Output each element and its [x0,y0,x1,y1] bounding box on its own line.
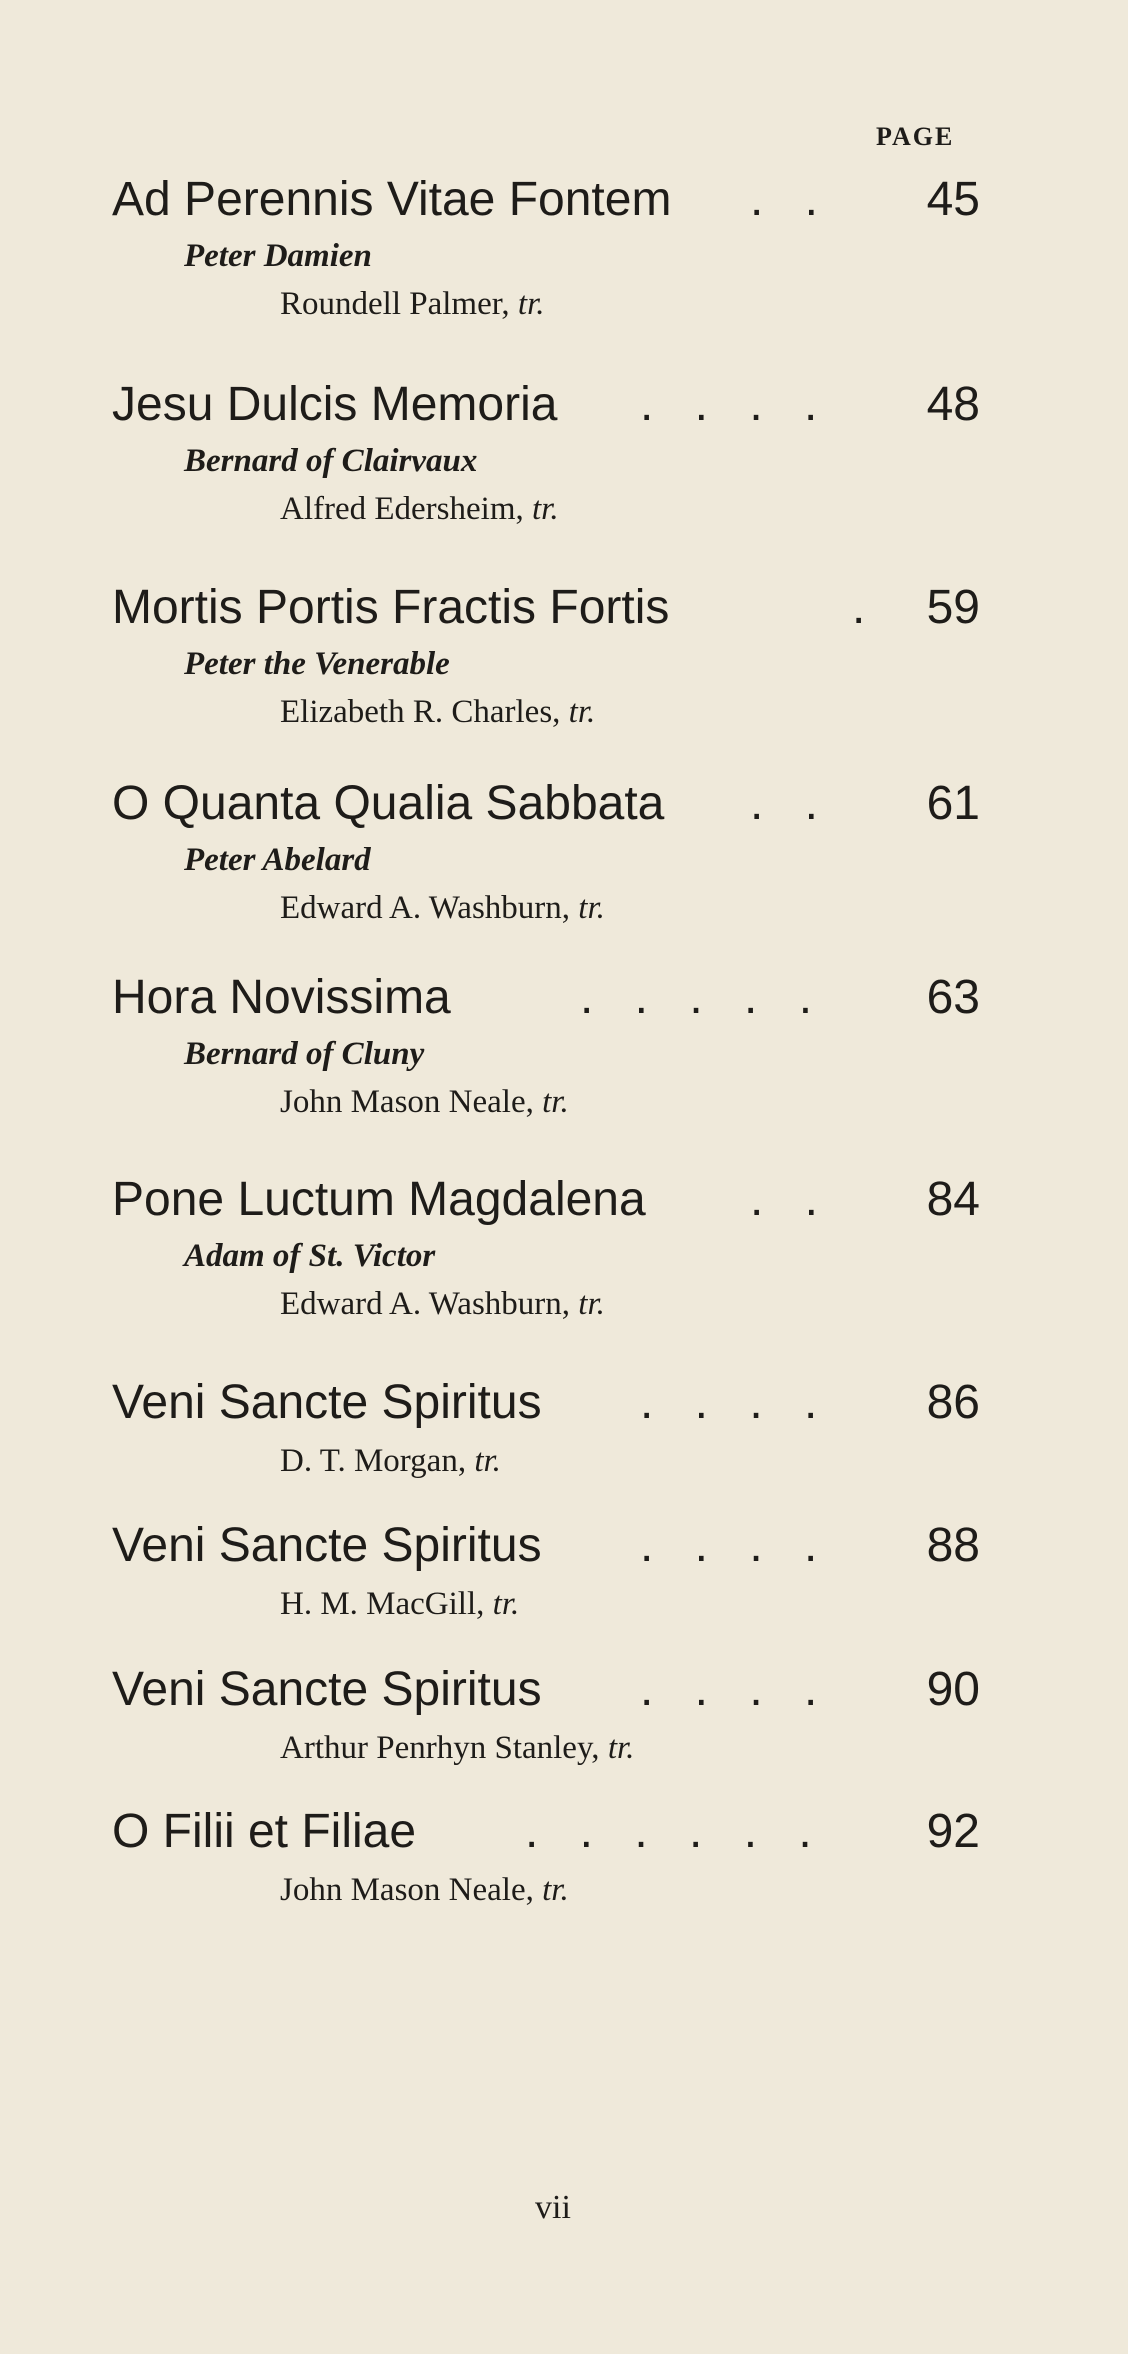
hymn-title: O Filii et Filiae [112,1805,417,1858]
dot-leader: . . . . [640,1519,832,1572]
hymn-translator [280,1286,605,1323]
translator-name: Edward A. Washburn, [280,890,571,926]
translator-name: John Mason Neale, [280,1084,534,1120]
hymn-translator [280,491,559,528]
translator-abbrev: tr. [517,286,545,322]
page-number: 59 [926,581,980,634]
dot-leader: . . [750,1173,833,1226]
hymn-translator [280,1730,634,1767]
translator-name: Alfred Edersheim, [280,491,524,527]
translator-name: Arthur Penrhyn Stanley, [280,1730,600,1766]
page-number: 84 [926,1173,980,1226]
translator-name: Roundell Palmer, [280,286,510,322]
hymn-translator [280,890,605,927]
dot-leader: . [852,581,880,634]
translator-abbrev: tr. [542,1872,569,1908]
translator-name: D. T. Morgan, [280,1443,467,1479]
hymn-author: Peter Damien [184,238,372,274]
hymn-title: Jesu Dulcis Memoria [112,378,558,431]
hymn-author: Bernard of Cluny [184,1036,425,1072]
dot-leader: . . . . . [580,971,827,1024]
dot-leader: . . . . [640,1376,832,1429]
translator-name: H. M. MacGill, [280,1586,485,1622]
translator-abbrev: tr. [578,890,605,926]
translator-abbrev: tr. [492,1586,520,1622]
page-number: 63 [926,971,980,1024]
hymn-title: Ad Perennis Vitae Fontem [112,173,672,226]
page-number: 86 [926,1376,980,1429]
dot-leader: . . . . [640,1663,832,1716]
page-folio: vii [535,2189,571,2226]
hymn-author: Peter Abelard [184,842,371,878]
hymn-title: Veni Sancte Spiritus [112,1519,542,1572]
hymn-translator [280,1084,569,1121]
translator-name: John Mason Neale, [280,1872,534,1908]
hymn-translator [280,286,545,323]
hymn-title: O Quanta Qualia Sabbata [112,777,665,830]
hymn-title: Veni Sancte Spiritus [112,1376,542,1429]
hymn-translator [280,1872,569,1909]
hymn-author: Adam of St. Victor [184,1238,436,1274]
page-column-heading: PAGE [876,122,955,151]
page-number: 48 [926,378,980,431]
translator-abbrev: tr. [578,1286,605,1322]
translator-name: Elizabeth R. Charles, [280,694,561,730]
page-number: 61 [926,777,980,830]
translator-abbrev: tr. [474,1443,501,1479]
dot-leader: . . [750,173,833,226]
page-number: 45 [926,173,980,226]
hymn-title: Mortis Portis Fractis Fortis [112,581,670,634]
hymn-translator [280,1443,501,1480]
page-number: 90 [926,1663,980,1716]
translator-abbrev: tr. [532,491,559,527]
page-number: 92 [926,1805,980,1858]
hymn-author: Peter the Venerable [184,646,450,682]
translator-abbrev: tr. [542,1084,569,1120]
hymn-translator [280,694,595,731]
hymn-title: Veni Sancte Spiritus [112,1663,542,1716]
dot-leader: . . [750,777,833,830]
hymn-translator [280,1586,519,1623]
translator-abbrev: tr. [607,1730,635,1766]
hymn-author: Bernard of Clairvaux [184,443,478,479]
dot-leader: . . . . . . [525,1805,826,1858]
page-number: 88 [926,1519,980,1572]
translator-name: Edward A. Washburn, [280,1286,571,1322]
hymn-title: Pone Luctum Magdalena [112,1173,646,1226]
dot-leader: . . . . [640,378,832,431]
translator-abbrev: tr. [568,694,596,730]
hymn-title: Hora Novissima [112,971,451,1024]
